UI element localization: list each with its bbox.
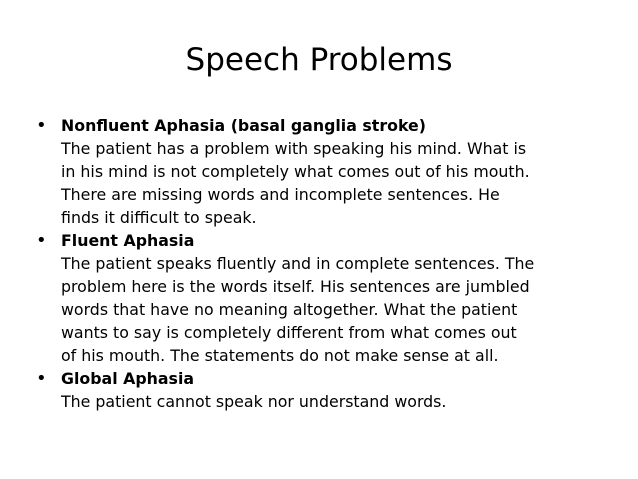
bullet-list (36, 114, 616, 413)
slide-title: Speech Problems (185, 42, 453, 78)
bullet-icon: • (36, 368, 47, 389)
bullet-heading: Fluent Aphasia (61, 231, 195, 250)
bullet-icon: • (36, 115, 47, 136)
bullet-heading: Nonfluent Aphasia (basal ganglia stroke) (61, 116, 426, 135)
body-line: finds it difficult to speak. (61, 208, 257, 227)
bullet-body (61, 390, 616, 413)
bullet-body (61, 252, 616, 367)
bullet-item-fluent-aphasia (36, 229, 616, 367)
bullet-heading: Global Aphasia (61, 369, 195, 388)
body-line: The patient has a problem with speaking his mind. What is (61, 139, 527, 158)
bullet-body (61, 137, 616, 229)
body-line: of his mouth. The statements do not make sense at all. (61, 346, 499, 365)
body-line: wants to say is completely different from what comes out (61, 323, 517, 342)
body-line: words that have no meaning altogether. What the patient (61, 300, 518, 319)
body-line: There are missing words and incomplete sentences. He (61, 185, 500, 204)
body-line: The patient speaks fluently and in complete sentences. The (61, 254, 535, 273)
body-line: The patient cannot speak nor understand words. (61, 392, 447, 411)
bullet-item-nonfluent-aphasia (36, 114, 616, 229)
bullet-item-global-aphasia (36, 367, 616, 413)
body-line: in his mind is not completely what comes out of his mouth. (61, 162, 530, 181)
body-line: problem here is the words itself. His sentences are jumbled (61, 277, 530, 296)
bullet-icon: • (36, 230, 47, 251)
